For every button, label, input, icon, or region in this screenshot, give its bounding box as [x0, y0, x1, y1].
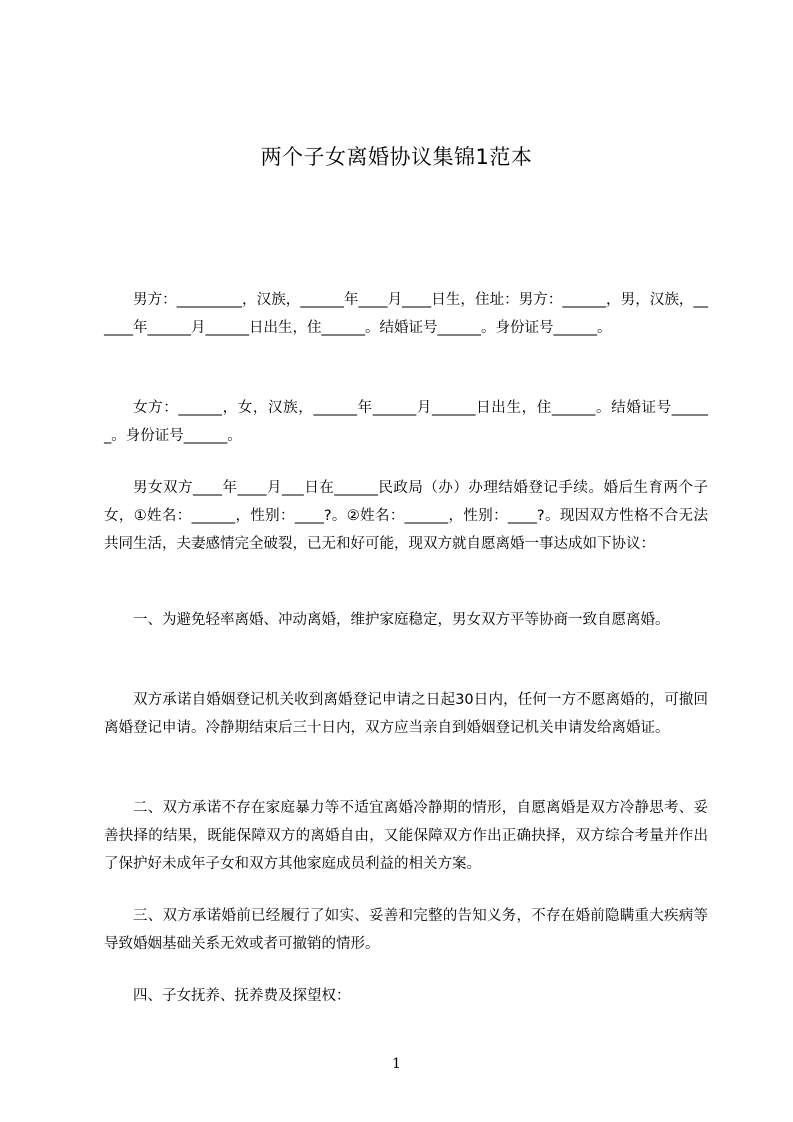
- paragraph-clause-2: 二、双方承诺不存在家庭暴力等不适宜离婚冷静期的情形，自愿离婚是双方冷静思考、妥善抉择的结果，既能保障双方的离婚自由，又能保障双方作出正确抉择，双方综合考量并作出了保护好未成年子女和双方其他家庭成员利益的相关方案。: [104, 800, 708, 872]
- paragraph-clause-1: 一、为避免轻率离婚、冲动离婚，维护家庭稳定，男女双方平等协商一致自愿离婚。: [133, 612, 670, 628]
- paragraph-female-party: 女方：______，女，汉族，______年______月______日出生，住______。结婚证号______。身份证号______。: [104, 400, 708, 444]
- document-title: 两个子女离婚协议集锦1范本: [260, 145, 533, 169]
- paragraph-cooling-period: 双方承诺自婚姻登记机关收到离婚登记申请之日起30日内，任何一方不愿离婚的，可撤回离婚登记申请。冷静期结束后三十日内，双方应当亲自到婚姻登记机关申请发给离婚证。: [104, 692, 708, 736]
- paragraph-clause-3: 三、双方承诺婚前已经履行了如实、妥善和完整的告知义务，不存在婚前隐瞒重大疾病等导致婚姻基础关系无效或者可撤销的情形。: [104, 908, 708, 952]
- paragraph-marriage-info: 男女双方____年____月___日在______民政局（办）办理结婚登记手续。婚后生育两个子女，①姓名：______，性别：____?。②姓名：______，性别：____?。现因双方性格不合无法共同生活，夫妻感情完全破裂，已无和好可能，现双方就自愿离婚一事达成如下协议：: [104, 480, 708, 552]
- paragraph-clause-4-heading: 四、子女抚养、抚养费及探望权：: [133, 988, 351, 1004]
- page-number: 1: [392, 1056, 401, 1072]
- paragraph-male-party: 男方：_________，汉族，______年____月____日生，住址：男方：______，男，汉族，______年______月______日出生，住______。结婚证号______。身份证号______。: [104, 292, 708, 336]
